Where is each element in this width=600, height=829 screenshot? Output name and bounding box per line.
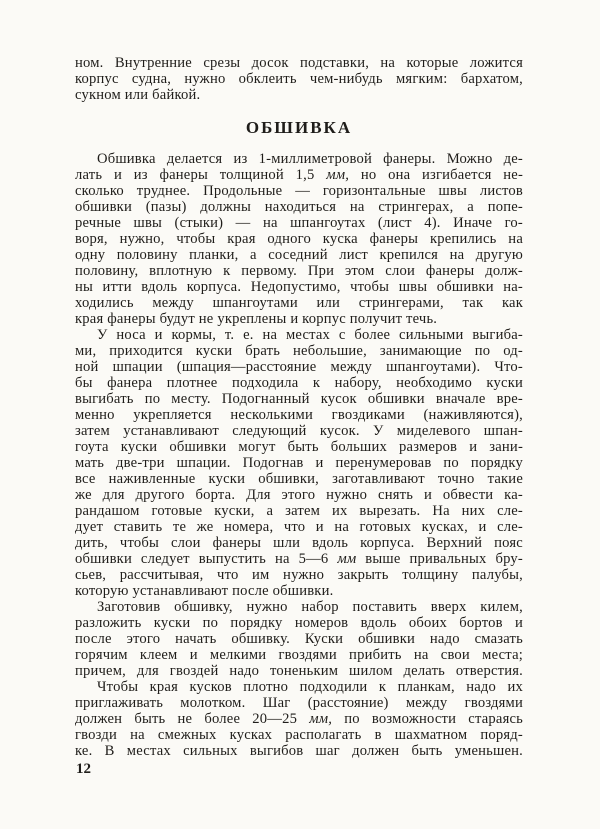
paragraph [75, 599, 523, 679]
text-line: дует ставить те же номера, что и на готовых кусках, и сле- [75, 519, 523, 535]
text-line: сьев, рассчитывая, что им нужно закрыть толщину палубы, [75, 567, 523, 583]
text-line: бы фанера плотнее подходила к набору, необходимо куски [75, 375, 523, 391]
text-line: ми, приходится куски брать небольшие, занимающие по од- [75, 343, 523, 359]
text-line: ходились между шпангоутами или стрингерами, так как [75, 295, 523, 311]
text-line: причем, для гвоздей надо тоненьким шилом делать отверстия. [75, 663, 523, 679]
paragraph [75, 679, 523, 759]
text-line: одну половину планки, а соседний лист крепился на другую [75, 247, 523, 263]
text-line: Обшивка делается из 1-миллиметровой фанеры. Можно де- [97, 151, 523, 167]
text-line: разложить куски по порядку номеров вдоль обоих бортов и [75, 615, 523, 631]
section-heading: ОБШИВКА [245, 118, 353, 137]
text-line: ном. Внутренние срезы досок подставки, на которые ложится [75, 55, 523, 71]
text-line: ны итти вдоль корпуса. Недопустимо, чтобы швы обшивки на- [75, 279, 523, 295]
text-line: которую устанавливают после обшивки. [75, 583, 334, 599]
text-line: обшивки (пазы) должны находиться на стрингерах, а попе- [75, 199, 523, 215]
text-line: обшивки следует выпустить на 5—6 мм выше привальных бру- [75, 551, 523, 567]
text-line: мать две-три шпации. Подогнав и перенумеровав по порядку [75, 455, 523, 471]
text-line: воря, нужно, чтобы края одного куска фанеры крепились на [75, 231, 523, 247]
text-block [75, 55, 523, 759]
text-line: гвозди на смежных кусках располагать в шахматном поряд- [75, 727, 523, 743]
text-line: после этого начать обшивку. Куски обшивки надо смазать [75, 631, 523, 647]
text-line: менно укрепляется несколькими гвоздиками (наживляются), [75, 407, 523, 423]
text-line: дить, чтобы слои фанеры шли вдоль корпуса. Верхний пояс [75, 535, 523, 551]
text-line: сукном или байкой. [75, 87, 201, 103]
text-line: затем устанавливают следующий кусок. У миделевого шпан- [75, 423, 523, 439]
paragraph [75, 151, 523, 327]
text-line: приглаживать молотком. Шаг (расстояние) между гвоздями [75, 695, 523, 711]
text-line: У носа и кормы, т. е. на местах с более сильными выгиба- [97, 327, 523, 343]
text-line: лать и из фанеры толщиной 1,5 мм, но она изгибается не- [75, 167, 523, 183]
text-line: корпус судна, нужно обклеить чем-нибудь мягким: бархатом, [75, 71, 523, 87]
text-line: выгибать по месту. Подогнанный кусок обшивки вначале вре- [75, 391, 523, 407]
page-number: 12 [76, 761, 91, 777]
text-line: же для другого борта. Для этого нужно снять и обвести ка- [75, 487, 523, 503]
text-line: Чтобы края кусков плотно подходили к планкам, надо их [97, 679, 523, 695]
text-line: Заготовив обшивку, нужно набор поставить вверх килем, [97, 599, 523, 615]
text-line: половину, вплотную к первому. При этом слои фанеры долж- [75, 263, 523, 279]
text-line: ной шпации (шпация—расстояние между шпангоутами). Что- [75, 359, 523, 375]
paragraph [75, 327, 523, 599]
continuation-paragraph [75, 55, 523, 103]
body-paragraphs [75, 151, 523, 759]
text-line: рандашом готовые куски, а затем их вырезать. На них сле- [75, 503, 523, 519]
text-line: должен быть не более 20—25 мм, по возможности стараясь [75, 711, 524, 727]
text-line: края фанеры будут не укреплены и корпус получит течь. [75, 311, 438, 327]
text-line: сколько труднее. Продольные — горизонтальные швы листов [75, 183, 523, 199]
text-line: горячим клеем и мелкими гвоздями прибить на свои места; [75, 647, 523, 663]
text-line: все наживленные куски обшивки, заготавливают точно такие [75, 471, 523, 487]
text-line: ке. В местах сильных выгибов шаг должен быть уменьшен. [75, 743, 523, 759]
text-line: речные швы (стыки) — на шпангоутах (лист 4). Иначе го- [75, 215, 523, 231]
text-line: гоута куски обшивки могут быть больших размеров и зани- [75, 439, 523, 455]
